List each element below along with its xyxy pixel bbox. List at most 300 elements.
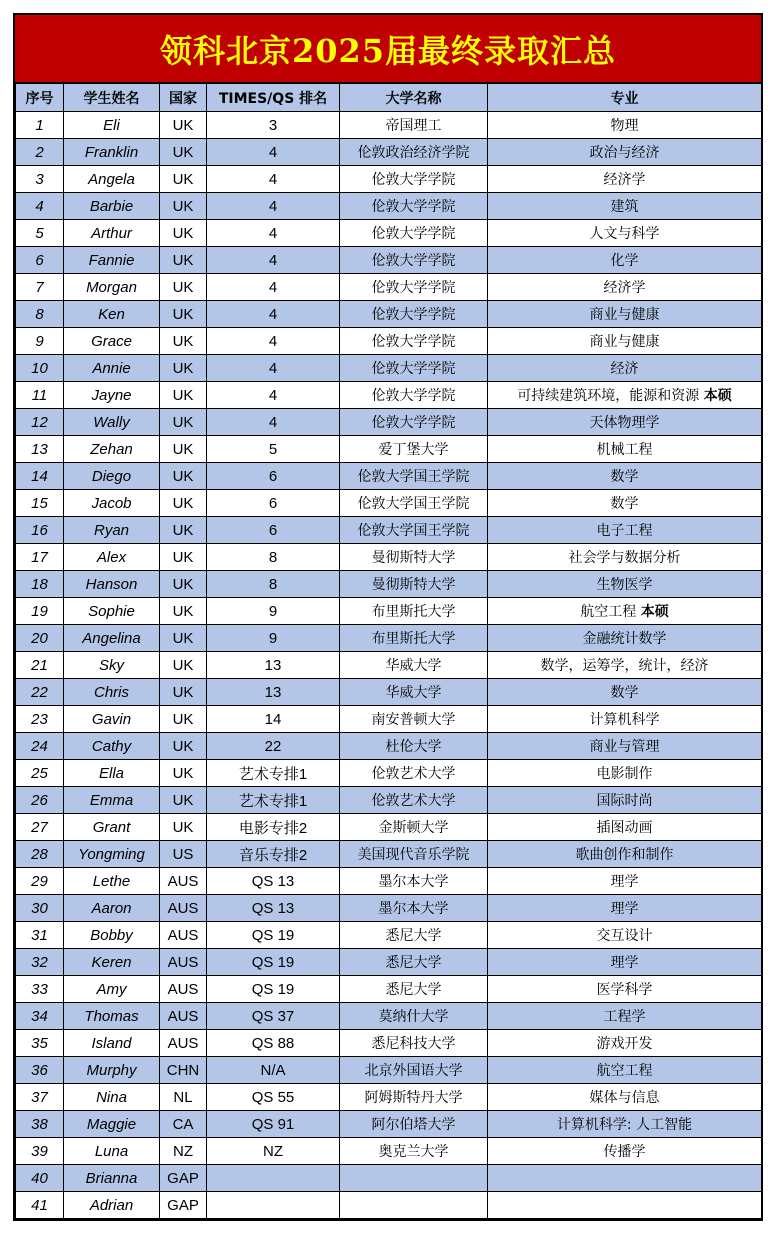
cell-university: 伦敦大学学院	[340, 409, 488, 436]
cell-student-name: Fannie	[64, 247, 160, 274]
cell-university: 布里斯托大学	[340, 625, 488, 652]
cell-rank: QS 91	[207, 1111, 340, 1138]
cell-major	[488, 571, 762, 598]
cell-rank: QS 13	[207, 868, 340, 895]
cell-no: 8	[16, 301, 64, 328]
cell-no: 27	[16, 814, 64, 841]
cell-university: 伦敦大学学院	[340, 247, 488, 274]
cell-no: 30	[16, 895, 64, 922]
cell-student-name: Maggie	[64, 1111, 160, 1138]
major-text: 计算机科学	[589, 712, 660, 728]
major-text: 航空工程	[596, 1063, 653, 1079]
cell-student-name: Cathy	[64, 733, 160, 760]
table-row	[16, 1030, 762, 1057]
cell-rank: 4	[207, 355, 340, 382]
table-row	[16, 1003, 762, 1030]
cell-university: 南安普顿大学	[340, 706, 488, 733]
cell-major	[488, 868, 762, 895]
cell-major	[488, 436, 762, 463]
cell-rank: QS 88	[207, 1030, 340, 1057]
cell-university: 伦敦政治经济学院	[340, 139, 488, 166]
cell-rank: 4	[207, 382, 340, 409]
cell-rank: 4	[207, 301, 340, 328]
major-text: 数学	[610, 496, 639, 512]
cell-university: 伦敦大学学院	[340, 328, 488, 355]
cell-student-name: Ryan	[64, 517, 160, 544]
cell-rank: 9	[207, 598, 340, 625]
table-row	[16, 112, 762, 139]
cell-no: 10	[16, 355, 64, 382]
cell-no: 37	[16, 1084, 64, 1111]
cell-country: UK	[160, 787, 207, 814]
table-row	[16, 787, 762, 814]
table-row	[16, 436, 762, 463]
major-text: 商业与管理	[589, 739, 660, 755]
major-text: 航空工程	[580, 604, 641, 620]
table-row	[16, 382, 762, 409]
cell-rank: QS 19	[207, 922, 340, 949]
major-text: 数学	[610, 469, 639, 485]
cell-major	[488, 355, 762, 382]
cell-country: AUS	[160, 949, 207, 976]
header-major: 专业	[488, 84, 762, 112]
cell-no: 15	[16, 490, 64, 517]
major-text: 数学，运筹学，统计，经济	[540, 658, 709, 674]
header-name: 学生姓名	[64, 84, 160, 112]
major-text: 商业与健康	[589, 307, 660, 323]
header-country: 国家	[160, 84, 207, 112]
cell-major	[488, 1084, 762, 1111]
cell-country: GAP	[160, 1192, 207, 1219]
major-text: 社会学与数据分析	[568, 550, 681, 566]
cell-country: UK	[160, 652, 207, 679]
cell-no: 21	[16, 652, 64, 679]
cell-no: 26	[16, 787, 64, 814]
table-row	[16, 652, 762, 679]
major-text: 生物医学	[596, 577, 653, 593]
cell-student-name: Jayne	[64, 382, 160, 409]
table-row	[16, 598, 762, 625]
cell-major	[488, 139, 762, 166]
cell-rank: 6	[207, 490, 340, 517]
table-row	[16, 517, 762, 544]
cell-no: 28	[16, 841, 64, 868]
table-row	[16, 1084, 762, 1111]
major-text: 数学	[610, 685, 639, 701]
header-university: 大学名称	[340, 84, 488, 112]
cell-no: 5	[16, 220, 64, 247]
cell-country: UK	[160, 247, 207, 274]
cell-student-name: Aaron	[64, 895, 160, 922]
cell-major	[488, 1111, 762, 1138]
cell-major	[488, 328, 762, 355]
major-text: 经济学	[603, 172, 646, 188]
cell-major	[488, 733, 762, 760]
major-text: 人文与科学	[589, 226, 660, 242]
cell-country: US	[160, 841, 207, 868]
header-rank: TIMES/QS 排名	[207, 84, 340, 112]
cell-no: 36	[16, 1057, 64, 1084]
cell-no: 31	[16, 922, 64, 949]
sheet-title: 领科北京2025届最终录取汇总	[15, 15, 761, 83]
cell-country: AUS	[160, 976, 207, 1003]
cell-country: UK	[160, 166, 207, 193]
cell-rank	[207, 1192, 340, 1219]
table-row	[16, 841, 762, 868]
major-text: 机械工程	[596, 442, 653, 458]
cell-rank: 13	[207, 652, 340, 679]
cell-no: 18	[16, 571, 64, 598]
cell-country: UK	[160, 274, 207, 301]
cell-university: 帝国理工	[340, 112, 488, 139]
cell-major	[488, 1030, 762, 1057]
cell-student-name: Ken	[64, 301, 160, 328]
cell-country: UK	[160, 544, 207, 571]
table-row	[16, 949, 762, 976]
cell-major	[488, 382, 762, 409]
cell-university: 悉尼科技大学	[340, 1030, 488, 1057]
cell-major	[488, 274, 762, 301]
major-text: 政治与经济	[589, 145, 660, 161]
major-text: 建筑	[610, 199, 639, 215]
major-text: 经济	[610, 361, 639, 377]
cell-no: 14	[16, 463, 64, 490]
cell-country: UK	[160, 301, 207, 328]
table-row	[16, 571, 762, 598]
cell-no: 2	[16, 139, 64, 166]
major-text: 金融统计数学	[582, 631, 667, 647]
cell-rank: 9	[207, 625, 340, 652]
table-row	[16, 733, 762, 760]
cell-rank: 3	[207, 112, 340, 139]
cell-major	[488, 679, 762, 706]
cell-country: UK	[160, 328, 207, 355]
major-text: 物理	[610, 118, 639, 134]
cell-student-name: Wally	[64, 409, 160, 436]
cell-major	[488, 787, 762, 814]
major-text: 理学	[610, 955, 639, 971]
major-text: 商业与健康	[589, 334, 660, 350]
cell-no: 34	[16, 1003, 64, 1030]
cell-student-name: Gavin	[64, 706, 160, 733]
table-row	[16, 409, 762, 436]
major-text: 计算机科学: 人工智能	[556, 1117, 693, 1133]
cell-university: 伦敦大学学院	[340, 274, 488, 301]
cell-student-name: Eli	[64, 112, 160, 139]
cell-country: UK	[160, 733, 207, 760]
cell-no: 22	[16, 679, 64, 706]
cell-country: NZ	[160, 1138, 207, 1165]
cell-rank: QS 55	[207, 1084, 340, 1111]
cell-student-name: Grace	[64, 328, 160, 355]
table-row	[16, 328, 762, 355]
cell-university: 悉尼大学	[340, 976, 488, 1003]
degree-tag: 本硕	[640, 604, 669, 620]
cell-rank: 14	[207, 706, 340, 733]
cell-rank: QS 37	[207, 1003, 340, 1030]
cell-university: 华威大学	[340, 652, 488, 679]
cell-student-name: Sophie	[64, 598, 160, 625]
cell-university: 伦敦大学国王学院	[340, 490, 488, 517]
cell-country: AUS	[160, 895, 207, 922]
cell-rank: 4	[207, 220, 340, 247]
cell-rank: NZ	[207, 1138, 340, 1165]
table-row	[16, 895, 762, 922]
cell-major	[488, 544, 762, 571]
cell-rank: QS 19	[207, 976, 340, 1003]
cell-major	[488, 193, 762, 220]
cell-student-name: Emma	[64, 787, 160, 814]
table-row	[16, 922, 762, 949]
major-text: 天体物理学	[589, 415, 660, 431]
cell-country: CA	[160, 1111, 207, 1138]
cell-no: 40	[16, 1165, 64, 1192]
cell-rank: 4	[207, 328, 340, 355]
cell-rank: 4	[207, 166, 340, 193]
cell-university: 伦敦大学国王学院	[340, 463, 488, 490]
cell-university: 阿尔伯塔大学	[340, 1111, 488, 1138]
cell-country: GAP	[160, 1165, 207, 1192]
cell-major	[488, 490, 762, 517]
cell-rank: 8	[207, 571, 340, 598]
cell-rank: N/A	[207, 1057, 340, 1084]
cell-no: 7	[16, 274, 64, 301]
cell-rank: 6	[207, 517, 340, 544]
table-row	[16, 247, 762, 274]
cell-rank: 5	[207, 436, 340, 463]
cell-university: 伦敦艺术大学	[340, 787, 488, 814]
cell-rank: 4	[207, 247, 340, 274]
cell-university	[340, 1165, 488, 1192]
cell-no: 4	[16, 193, 64, 220]
cell-university: 莫纳什大学	[340, 1003, 488, 1030]
table-row	[16, 274, 762, 301]
cell-university: 伦敦大学学院	[340, 301, 488, 328]
cell-major	[488, 814, 762, 841]
cell-student-name: Hanson	[64, 571, 160, 598]
cell-major	[488, 949, 762, 976]
cell-no: 19	[16, 598, 64, 625]
table-row	[16, 301, 762, 328]
cell-student-name: Ella	[64, 760, 160, 787]
cell-major	[488, 895, 762, 922]
table-row	[16, 706, 762, 733]
cell-university: 曼彻斯特大学	[340, 544, 488, 571]
cell-rank: 艺术专排1	[207, 787, 340, 814]
cell-country: UK	[160, 409, 207, 436]
cell-country: UK	[160, 706, 207, 733]
cell-rank: 4	[207, 139, 340, 166]
cell-rank: 22	[207, 733, 340, 760]
cell-university: 伦敦艺术大学	[340, 760, 488, 787]
cell-student-name: Franklin	[64, 139, 160, 166]
cell-major	[488, 517, 762, 544]
cell-country: UK	[160, 139, 207, 166]
table-row	[16, 1138, 762, 1165]
cell-university: 北京外国语大学	[340, 1057, 488, 1084]
cell-no: 20	[16, 625, 64, 652]
cell-university: 墨尔本大学	[340, 895, 488, 922]
table-row	[16, 976, 762, 1003]
table-row	[16, 760, 762, 787]
cell-no: 39	[16, 1138, 64, 1165]
admission-sheet	[13, 13, 763, 1221]
table-row	[16, 868, 762, 895]
cell-major	[488, 1192, 762, 1219]
cell-student-name: Thomas	[64, 1003, 160, 1030]
major-text: 歌曲创作和制作	[575, 847, 674, 863]
major-text: 国际时尚	[596, 793, 653, 809]
major-text: 理学	[610, 874, 639, 890]
cell-country: UK	[160, 625, 207, 652]
cell-student-name: Keren	[64, 949, 160, 976]
cell-no: 32	[16, 949, 64, 976]
table-body	[16, 112, 762, 1219]
cell-no: 16	[16, 517, 64, 544]
major-text: 医学科学	[596, 982, 653, 998]
cell-university: 悉尼大学	[340, 922, 488, 949]
cell-rank: QS 13	[207, 895, 340, 922]
cell-country: AUS	[160, 922, 207, 949]
header-row	[16, 84, 762, 112]
cell-no: 1	[16, 112, 64, 139]
major-text: 交互设计	[596, 928, 653, 944]
major-text: 电子工程	[596, 523, 653, 539]
table-row	[16, 1165, 762, 1192]
cell-major	[488, 841, 762, 868]
cell-student-name: Brianna	[64, 1165, 160, 1192]
cell-major	[488, 463, 762, 490]
cell-student-name: Angela	[64, 166, 160, 193]
cell-rank	[207, 1165, 340, 1192]
cell-no: 6	[16, 247, 64, 274]
cell-major	[488, 625, 762, 652]
cell-university: 爱丁堡大学	[340, 436, 488, 463]
cell-student-name: Alex	[64, 544, 160, 571]
cell-no: 35	[16, 1030, 64, 1057]
cell-no: 12	[16, 409, 64, 436]
cell-no: 24	[16, 733, 64, 760]
table-row	[16, 814, 762, 841]
cell-rank: 4	[207, 274, 340, 301]
cell-student-name: Angelina	[64, 625, 160, 652]
cell-major	[488, 598, 762, 625]
cell-rank: 艺术专排1	[207, 760, 340, 787]
cell-university: 奥克兰大学	[340, 1138, 488, 1165]
major-text: 经济学	[603, 280, 646, 296]
cell-student-name: Sky	[64, 652, 160, 679]
major-text: 理学	[610, 901, 639, 917]
header-no: 序号	[16, 84, 64, 112]
cell-major	[488, 1057, 762, 1084]
cell-country: UK	[160, 598, 207, 625]
cell-country: UK	[160, 193, 207, 220]
cell-rank: 6	[207, 463, 340, 490]
cell-country: UK	[160, 355, 207, 382]
cell-country: UK	[160, 436, 207, 463]
table-row	[16, 544, 762, 571]
cell-university: 悉尼大学	[340, 949, 488, 976]
cell-student-name: Nina	[64, 1084, 160, 1111]
cell-no: 29	[16, 868, 64, 895]
cell-no: 9	[16, 328, 64, 355]
cell-no: 38	[16, 1111, 64, 1138]
major-text: 可持续建筑环境，能源和资源	[517, 388, 704, 404]
cell-country: UK	[160, 814, 207, 841]
table-row	[16, 193, 762, 220]
admission-table	[15, 83, 762, 1219]
table-row	[16, 490, 762, 517]
cell-country: NL	[160, 1084, 207, 1111]
cell-country: CHN	[160, 1057, 207, 1084]
cell-rank: 4	[207, 193, 340, 220]
major-text: 插图动画	[596, 820, 653, 836]
cell-major	[488, 1138, 762, 1165]
cell-university: 阿姆斯特丹大学	[340, 1084, 488, 1111]
cell-country: UK	[160, 112, 207, 139]
cell-university: 伦敦大学学院	[340, 166, 488, 193]
cell-country: UK	[160, 382, 207, 409]
cell-university: 墨尔本大学	[340, 868, 488, 895]
major-text: 媒体与信息	[589, 1090, 660, 1106]
cell-country: UK	[160, 220, 207, 247]
cell-student-name: Barbie	[64, 193, 160, 220]
cell-university: 伦敦大学学院	[340, 220, 488, 247]
cell-rank: 4	[207, 409, 340, 436]
cell-university: 金斯顿大学	[340, 814, 488, 841]
cell-rank: 8	[207, 544, 340, 571]
cell-country: AUS	[160, 1030, 207, 1057]
cell-country: AUS	[160, 1003, 207, 1030]
cell-country: UK	[160, 517, 207, 544]
cell-country: UK	[160, 760, 207, 787]
cell-rank: 13	[207, 679, 340, 706]
cell-no: 3	[16, 166, 64, 193]
cell-rank: 电影专排2	[207, 814, 340, 841]
cell-university: 伦敦大学学院	[340, 382, 488, 409]
cell-university: 伦敦大学学院	[340, 193, 488, 220]
cell-major	[488, 220, 762, 247]
cell-student-name: Diego	[64, 463, 160, 490]
cell-university: 杜伦大学	[340, 733, 488, 760]
cell-student-name: Lethe	[64, 868, 160, 895]
cell-university: 美国现代音乐学院	[340, 841, 488, 868]
table-row	[16, 1192, 762, 1219]
cell-rank: QS 19	[207, 949, 340, 976]
cell-country: UK	[160, 571, 207, 598]
table-row	[16, 139, 762, 166]
cell-student-name: Murphy	[64, 1057, 160, 1084]
cell-rank: 音乐专排2	[207, 841, 340, 868]
cell-major	[488, 166, 762, 193]
degree-tag: 本硕	[703, 388, 732, 404]
cell-major	[488, 1003, 762, 1030]
table-row	[16, 355, 762, 382]
cell-university: 伦敦大学学院	[340, 355, 488, 382]
cell-no: 17	[16, 544, 64, 571]
cell-no: 13	[16, 436, 64, 463]
cell-university: 曼彻斯特大学	[340, 571, 488, 598]
table-row	[16, 220, 762, 247]
cell-student-name: Amy	[64, 976, 160, 1003]
cell-student-name: Arthur	[64, 220, 160, 247]
cell-major	[488, 409, 762, 436]
major-text: 传播学	[603, 1144, 646, 1160]
cell-major	[488, 247, 762, 274]
table-row	[16, 1057, 762, 1084]
cell-major	[488, 760, 762, 787]
cell-student-name: Grant	[64, 814, 160, 841]
